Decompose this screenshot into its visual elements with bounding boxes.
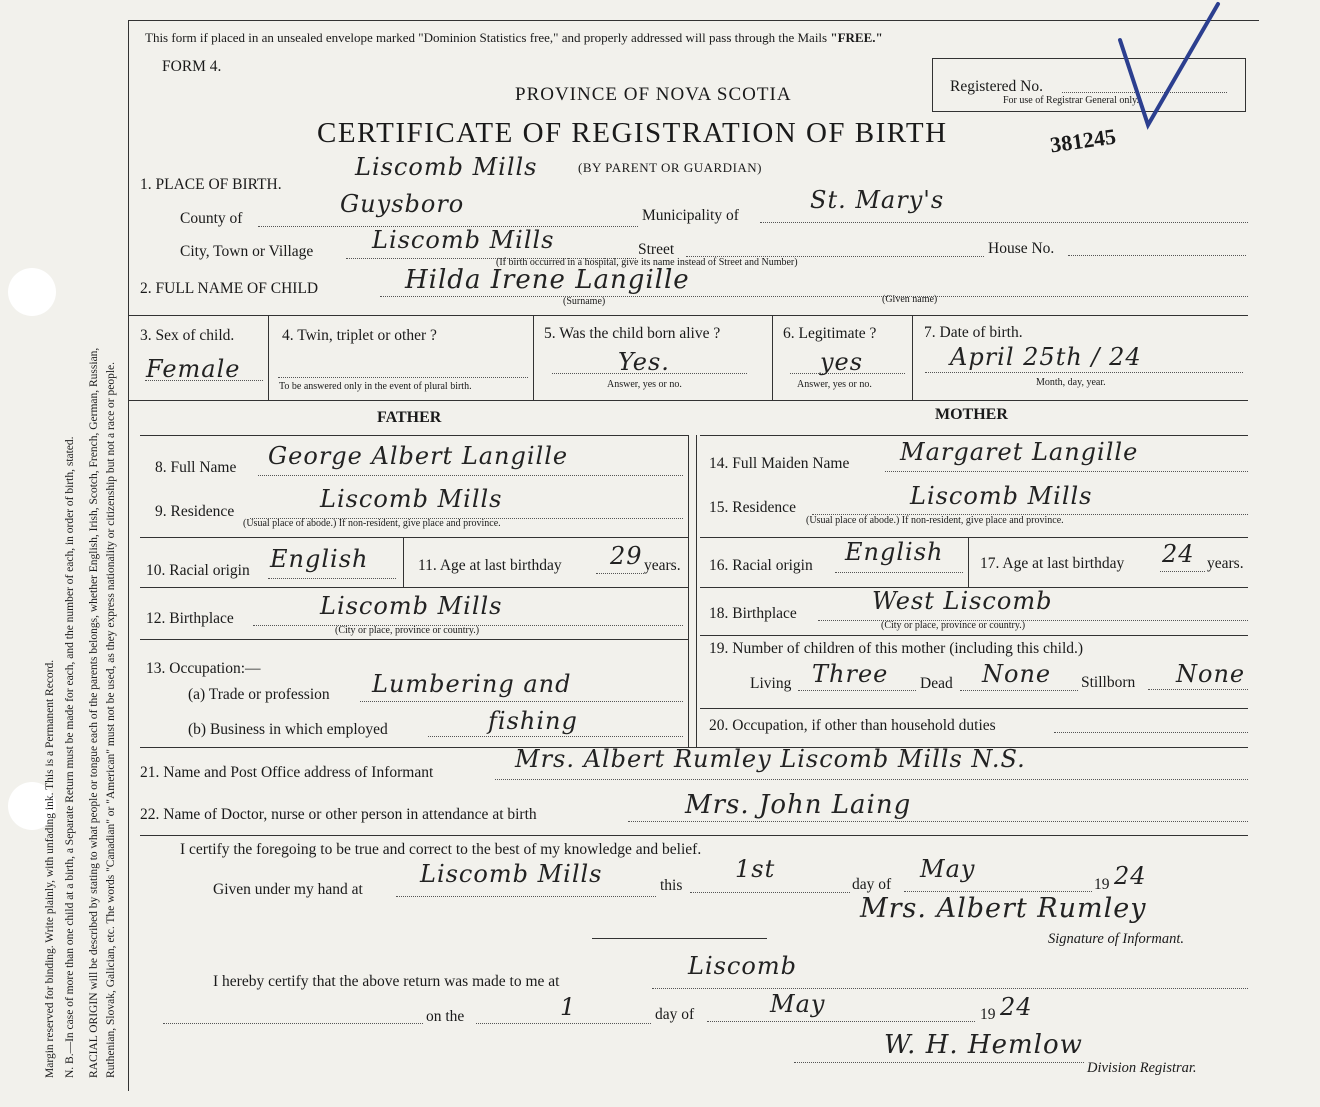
father-trade-label: (a) Trade or profession [188, 686, 330, 703]
registrar-use-note: For use of Registrar General only. [1003, 95, 1139, 106]
on-the-label: on the [426, 1008, 465, 1025]
racial-origin-note-2: Ruthenian, Slovak, Galician, etc. The words "Canadian" or "American" must not be used, as they express nationality or citizenship but not a race or people. [105, 361, 117, 1078]
city-value: Liscomb Mills [372, 226, 555, 254]
alive-value: Yes. [618, 348, 670, 376]
place-of-birth-value: Liscomb Mills [355, 153, 538, 181]
twin-label: 4. Twin, triplet or other ? [282, 327, 437, 344]
mother-racial-label: 16. Racial origin [709, 557, 813, 574]
father-name-label: 8. Full Name [155, 459, 237, 476]
this-label: this [660, 877, 683, 894]
father-heading: FATHER [377, 409, 442, 426]
street-label: Street [638, 241, 675, 258]
province-heading: PROVINCE OF NOVA SCOTIA [515, 84, 792, 105]
dob-note: Month, day, year. [1036, 377, 1106, 388]
check-mark-icon [1100, 0, 1230, 140]
legitimate-label: 6. Legitimate ? [783, 325, 877, 342]
place-of-birth-label: 1. PLACE OF BIRTH. [140, 176, 282, 193]
mother-birthplace-value: West Liscomb [872, 587, 1053, 615]
alive-label: 5. Was the child born alive ? [544, 325, 721, 342]
child-name-value: Hilda Irene Langille [405, 265, 690, 295]
registrar-month-value: May [770, 990, 826, 1018]
dob-label: 7. Date of birth. [924, 324, 1023, 341]
dob-value: April 25th / 24 [950, 343, 1142, 371]
mother-racial-value: English [845, 538, 944, 566]
municipality-value: St. Mary's [810, 186, 945, 214]
mother-children-label: 19. Number of children of this mother (including this child.) [709, 640, 1084, 657]
day-of-label: day of [852, 876, 892, 893]
registrar-text: I hereby certify that the above return was made to me at [213, 973, 560, 990]
mother-age-label: 17. Age at last birthday [980, 555, 1125, 572]
mother-name-label: 14. Full Maiden Name [709, 455, 850, 472]
registrar-day-value: 1 [560, 993, 577, 1021]
mother-residence-label: 15. Residence [709, 499, 796, 516]
father-residence-label: 9. Residence [155, 503, 235, 520]
living-label: Living [750, 675, 792, 692]
surname-note: (Surname) [563, 296, 606, 307]
informant-value: Mrs. Albert Rumley Liscomb Mills N.S. [515, 745, 1026, 773]
father-occupation-label: 13. Occupation:— [146, 660, 261, 677]
father-birthplace-value: Liscomb Mills [320, 592, 503, 620]
margin-note: Margin reserved for binding. Write plainly, with unfading ink. This is a Permanent Record. [44, 659, 56, 1078]
registrar-place-value: Liscomb [688, 952, 797, 980]
mother-name-value: Margaret Langille [900, 438, 1139, 466]
father-residence-note: (Usual place of abode.) If non-resident, give place and province. [243, 518, 501, 529]
father-years-label: years. [644, 557, 681, 574]
city-label: City, Town or Village [180, 243, 314, 260]
father-birthplace-note: (City or place, province or country.) [335, 625, 480, 636]
registrar-year-prefix: 19 [980, 1006, 996, 1023]
mother-birthplace-note: (City or place, province or country.) [881, 620, 1026, 631]
year-value: 24 [1114, 862, 1147, 890]
legitimate-value: yes [820, 348, 864, 376]
signature-label: Signature of Informant. [1048, 931, 1185, 947]
father-age-value: 29 [610, 542, 643, 570]
certify-text: I certify the foregoing to be true and correct to the best of my knowledge and belief. [180, 841, 702, 858]
informant-signature: Mrs. Albert Rumley [860, 893, 1147, 924]
mail-note: This form if placed in an unsealed envelope marked "Dominion Statistics free," and properly addressed will pass through the Mails "FREE." [145, 30, 883, 45]
doctor-label: 22. Name of Doctor, nurse or other person in attendance at birth [140, 806, 537, 823]
registered-number: 381245 [1048, 123, 1118, 158]
father-business-value: fishing [488, 707, 578, 735]
registrar-year-value: 24 [1000, 993, 1033, 1021]
father-racial-value: English [270, 545, 369, 573]
father-name-value: George Albert Langille [268, 442, 569, 470]
father-racial-label: 10. Racial origin [146, 562, 250, 579]
binding-hole-top [8, 268, 56, 316]
county-label: County of [180, 210, 243, 227]
form-number: FORM 4. [162, 58, 222, 75]
given-label: Given under my hand at [213, 881, 363, 898]
mother-residence-value: Liscomb Mills [910, 482, 1093, 510]
registrar-title: Division Registrar. [1087, 1060, 1197, 1076]
alive-note: Answer, yes or no. [607, 379, 682, 390]
father-birthplace-label: 12. Birthplace [146, 610, 234, 627]
page-title: CERTIFICATE OF REGISTRATION OF BIRTH [317, 117, 948, 149]
registrar-day-of-label: day of [655, 1006, 695, 1023]
racial-origin-note-1: RACIAL ORIGIN will be described by stating to what people or tongue each of the parents belongs, whether English, Irish, Scotch, French, German, Russian, [88, 347, 100, 1078]
living-value: Three [812, 660, 889, 688]
mother-heading: MOTHER [935, 406, 1008, 423]
hospital-note: (If birth occurred in a hospital, give its name instead of Street and Number) [496, 257, 798, 268]
mother-residence-note: (Usual place of abode.) If non-resident, give place and province. [806, 515, 1064, 526]
stillborn-label: Stillborn [1081, 674, 1136, 691]
mother-birthplace-label: 18. Birthplace [709, 605, 797, 622]
sex-label: 3. Sex of child. [140, 327, 235, 344]
mother-occupation-label: 20. Occupation, if other than household duties [709, 717, 996, 734]
stillborn-value: None [1176, 660, 1246, 688]
given-month-value: May [920, 855, 976, 883]
given-day-value: 1st [735, 855, 776, 883]
father-age-label: 11. Age at last birthday [418, 557, 562, 574]
municipality-label: Municipality of [642, 207, 739, 224]
sex-value: Female [146, 355, 241, 383]
year-prefix: 19 [1094, 876, 1110, 893]
child-name-label: 2. FULL NAME OF CHILD [140, 280, 319, 297]
nb-note: N. B.—In case of more than one child at a birth, a Separate Return must be made for each, and the number of each, in order of birth, stated. [64, 436, 76, 1078]
house-number-label: House No. [988, 240, 1055, 257]
legitimate-note: Answer, yes or no. [797, 379, 872, 390]
doctor-value: Mrs. John Laing [685, 790, 912, 820]
given-name-note: (Given name) [882, 294, 938, 305]
twin-note: To be answered only in the event of plural birth. [279, 381, 472, 392]
subtitle: (BY PARENT OR GUARDIAN) [578, 160, 763, 175]
dead-value: None [982, 660, 1052, 688]
father-trade-value: Lumbering and [372, 670, 572, 698]
mother-years-label: years. [1207, 555, 1244, 572]
given-place-value: Liscomb Mills [420, 860, 603, 888]
dead-label: Dead [920, 675, 953, 692]
mother-age-value: 24 [1162, 540, 1195, 568]
father-residence-value: Liscomb Mills [320, 485, 503, 513]
registered-label: Registered No. [950, 78, 1043, 95]
county-value: Guysboro [340, 190, 465, 218]
registrar-signature: W. H. Hemlow [884, 1030, 1083, 1060]
informant-label: 21. Name and Post Office address of Informant [140, 764, 434, 781]
father-business-label: (b) Business in which employed [188, 721, 388, 738]
